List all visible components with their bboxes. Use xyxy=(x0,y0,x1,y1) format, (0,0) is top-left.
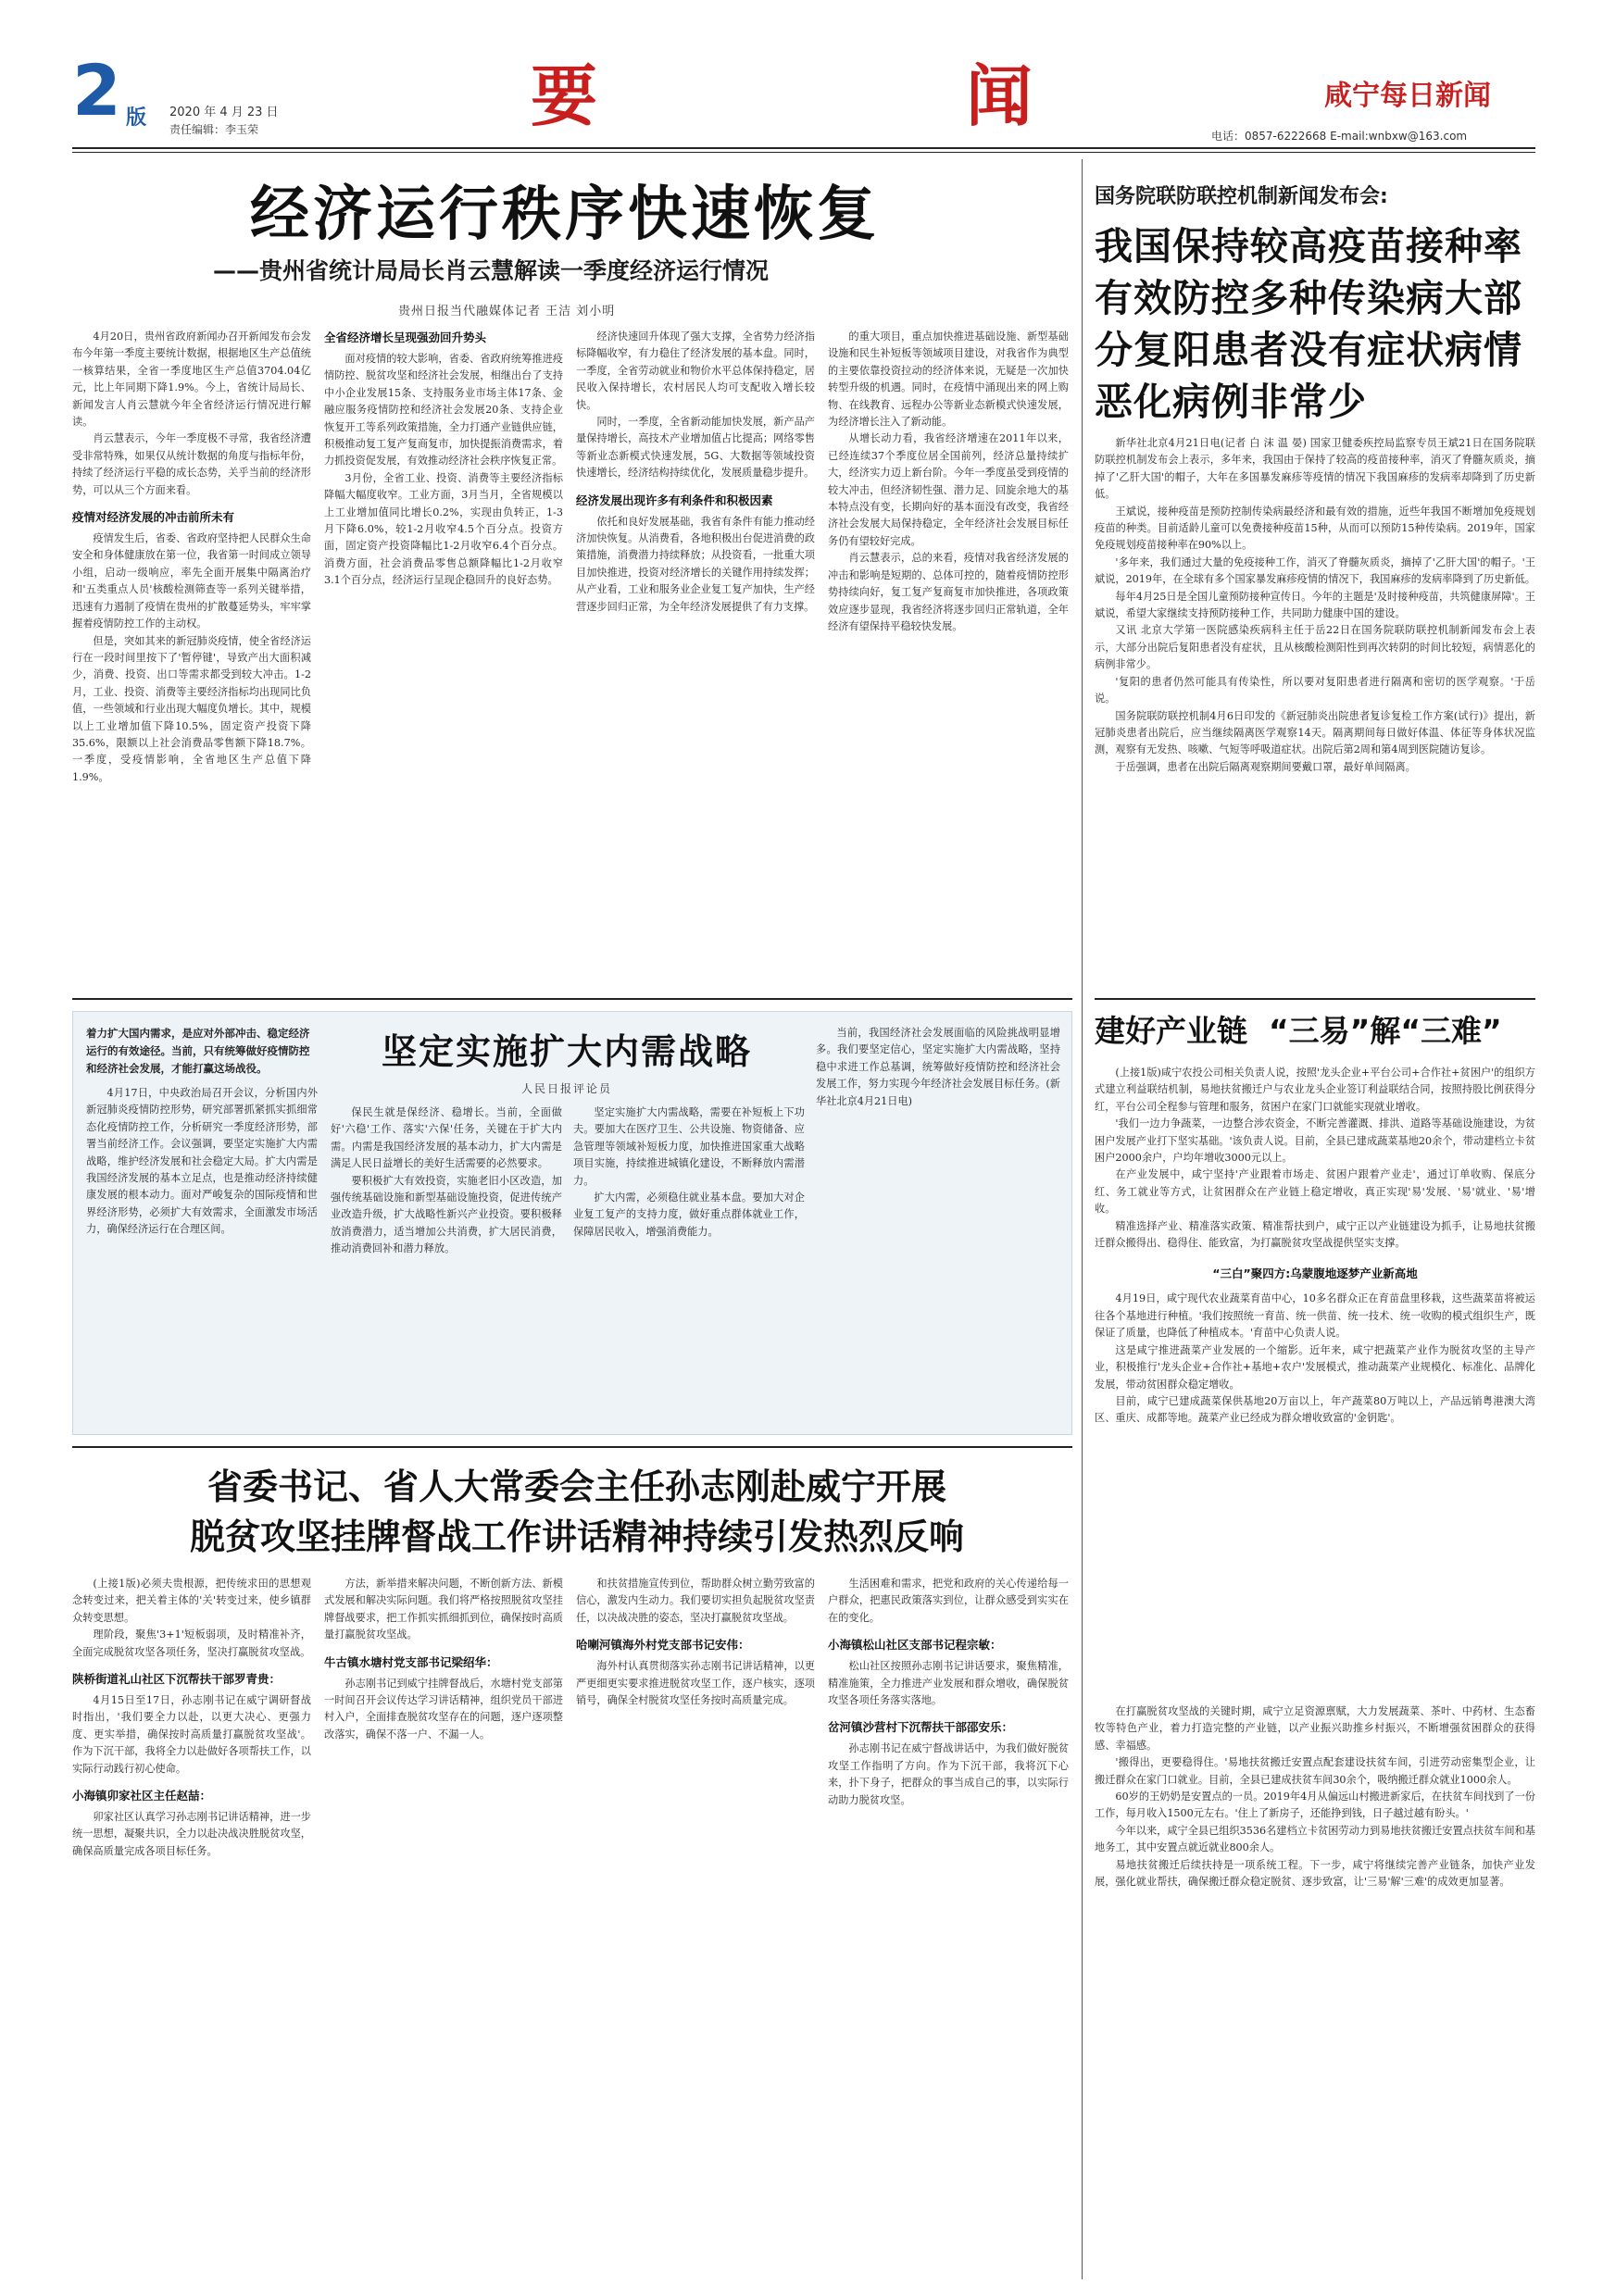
masthead xyxy=(72,49,1535,143)
lead-paragraph: 但是，突如其来的新冠肺炎疫情，使全省经济运行在一段时间里按下了'暂停键'，导致产出大面积减少，消费、投资、出口等需求都受到较大冲击。1-2月，工业、投资、消费等主要经济指标均出现同比负值，一些领域和行业出现大幅度负增长。其中，规模以上工业增加值下降10.5%，固定资产投资下降35.6%，限额以上社会消费品零售额下降18.7%。一季度，受疫情影响，全省地区生产总值下降1.9%。 xyxy=(72,634,311,783)
section-rule-right xyxy=(1095,998,1535,1000)
lead-paragraph: 肖云慧表示，总的来看，疫情对我省经济发展的冲击和影响是短期的、总体可控的，随着疫情防控形势持续向好，复工复产复商复市加快推进，各项政策效应逐步显现，我省经济将逐步回归正常轨道，全年经济有望保持平稳较快发展。 xyxy=(828,552,1069,632)
lead-paragraph: 疫情发生后，省委、省政府坚持把人民群众生命安全和身体健康放在第一位，我省第一时间成立领导小组，启动一级响应，率先全面开展集中隔离治疗和'五类重点人员'核酸检测筛查等一系列关键举措，迅速有力遏制了疫情在贵州的扩散蔓延势头，牢牢掌握着疫情防控工作的主动权。 xyxy=(72,532,311,630)
right-top-headline: 我国保持较高疫苗接种率有效防控多种传染病大部分复阳患者没有症状病情恶化病例非常少 xyxy=(1095,224,1522,424)
bottom-paragraph: 方法，新举措来解决问题，不断创新方法、新模式发展和解决实际问题。我们将严格按照脱贫攻坚挂牌督战要求，把工作抓实抓细抓到位，确保按时高质量打赢脱贫攻坚战。 xyxy=(324,1578,563,1641)
bottom-subhead: 岔河镇沙营村下沉帮扶干部邵安乐： xyxy=(828,1720,1014,1735)
bottom-subhead: 小海镇松山社区支部书记程宗敏： xyxy=(828,1638,1002,1653)
right-mid-paragraph: (上接1版)咸宁农投公司相关负责人说，按照'龙头企业+平台公司+合作社+贫困户'的组织方式建立利益联结机制，易地扶贫搬迁户与农业龙头企业签订利益联结合同，按照持股比例获得分红，平台公司全程参与管理和服务，贫困户在家门口就能实现就业增收。 xyxy=(1095,1067,1535,1113)
right-mid-paragraph: 4月19日，咸宁现代农业蔬菜育苗中心，10多名群众正在育苗盘里移栽，这些蔬菜苗将被运往各个基地进行种植。'我们按照统一育苗、统一供苗、统一技术、统一收购的模式组织生产，既保证了质量，也降低了种植成本。'育苗中心负责人说。 xyxy=(1095,1292,1535,1340)
editorial-paragraph: 4月17日，中央政治局召开会议，分析国内外新冠肺炎疫情防控形势，研究部署抓紧抓实抓细常态化疫情防控工作，分析研究一季度经济形势，部署当前经济工作。会议强调，要坚定实施扩大内需战略，维护经济发展和社会稳定大局。扩大内需是我国经济发展的基本立足点，也是推动经济持续健康发展的根本动力。面对严峻复杂的国际疫情和世界经济形势，必须扩大有效需求，全面激发市场活力，确保经济运行在合理区间。 xyxy=(86,1087,318,1236)
page-number: 2 xyxy=(72,49,121,131)
lead-paragraph: 4月20日，贵州省政府新闻办召开新闻发布会发布今年第一季度主要统计数据，根据地区生产总值统一核算结果，全省一季度地区生产总值3704.04亿元，比上年同期下降1.9%。今上，省统计局局长、新闻发言人肖云慧就今年全省经济运行情况进行解读。 xyxy=(72,331,311,429)
right-top-paragraph: 于岳强调，患者在出院后隔离观察期间要戴口罩，最好单间隔离。 xyxy=(1115,760,1416,773)
editorial-paragraph: 坚定实施扩大内需战略，需要在补短板上下功夫。要加大在医疗卫生、公共设施、物资储备、应急管理等领域补短板力度，加快推进国家重大战略项目实施，持续推进城镇化建设，不断释放内需潜力。 xyxy=(573,1106,805,1187)
editorial-left-column xyxy=(86,1025,318,1423)
column-divider xyxy=(1082,159,1083,2279)
bottom-paragraph: 孙志刚书记在威宁督战讲话中，为我们做好脱贫攻坚工作指明了方向。作为下沉干部，我将沉下心来，扑下身子，把群众的事当成自己的事，以实际行动助力脱贫攻坚。 xyxy=(828,1742,1069,1806)
page-ban-label: 版 xyxy=(126,106,147,130)
lead-column-4 xyxy=(828,329,1069,986)
right-mid-paragraph: 在打赢脱贫攻坚战的关键时期，咸宁立足资源禀赋，大力发展蔬菜、茶叶、中药材、生态畜牧等特色产业，着力打造完整的产业链，以产业振兴助推乡村振兴，不断增强贫困群众的获得感、幸福感。 xyxy=(1095,1705,1535,1752)
right-mid-body-2 xyxy=(1095,1703,1535,2277)
right-top-body xyxy=(1095,435,1535,986)
lead-paragraph: 经济快速回升体现了强大支撑，全省势力经济指标降幅收窄，有力稳住了经济发展的基本盘。同时，一季度，全省劳动就业和物价水平总体保持稳定，居民收入保持增长，农村居民人均可支配收入增长较快。 xyxy=(576,331,815,411)
lead-paragraph: 面对疫情的较大影响，省委、省政府统筹推进疫情防控、脱贫攻坚和经济社会发展，相继出台了支持中小企业发展15条、支持服务业市场主体17条、金融应服务疫情防控和经济社会发展20条、支持企业恢复开工等系列政策措施，全力打通产业链供应链，积极推动复工复产复商复市，加快提振消费需求，着力抓投资促发展，有效推动经济社会秩序恢复正常。 xyxy=(324,353,563,468)
editorial-column-3 xyxy=(573,1104,805,1423)
bottom-subhead: 陕桥街道礼山社区下沉帮扶干部罗青贵： xyxy=(72,1672,282,1687)
section-rule xyxy=(72,1446,1072,1448)
right-mid-paragraph: 60岁的王奶奶是安置点的一员。2019年4月从偏远山村搬进新家后，在扶贫车间找到了一份工作，每月收入1500元左右。'住上了新房子，还能挣到钱，日子越过越有盼头。' xyxy=(1095,1791,1535,1820)
right-mid-paragraph: '搬得出，更要稳得住。'易地扶贫搬迁安置点配套建设扶贫车间，引进劳动密集型企业，让搬迁群众在家门口就业。目前，全县已建成扶贫车间30余个，吸纳搬迁群众就业1000余人。 xyxy=(1095,1756,1535,1786)
bottom-headline-line-2: 脱贫攻坚挂牌督战工作讲话精神持续引发热烈反响 xyxy=(189,1516,964,1557)
right-mid-paragraph: 今年以来，咸宁全县已组织3536名建档立卡贫困劳动力到易地扶贫搬迁安置点扶贫车间和基地务工，其中安置点就近就业800余人。 xyxy=(1095,1824,1535,1854)
editorial-title: 坚定实施扩大内需战略 xyxy=(381,1031,752,1072)
right-top-paragraph: 又讯 北京大学第一医院感染疾病科主任于岳22日在国务院联防联控机制新闻发布会上表示，大部分出院后复阳患者没有症状，且从核酸检测阳性到再次转阴的时间比较短，病情恶化的病例非常少。 xyxy=(1095,624,1535,671)
lead-paragraph: 同时，一季度，全省新动能加快发展，新产品产量保持增长，高技术产业增加值占比提高；网络零售等新业态新模式快速发展，5G、大数据等领域投资快速增长，经济结构持续优化，发展质量稳步提升。 xyxy=(576,416,815,480)
lead-paragraph: 依托和良好发展基础，我省有条件有能力推动经济加快恢复。从消费看，各地积极出台促进消费的政策措施，消费潜力持续释放；从投资看，一批重大项目加快推进，投资对经济增长的关键作用持续发挥；从产业看，工业和服务业企业复工复产加快，生产经营逐步回归正常，为全年经济发展提供了有力支撑。 xyxy=(576,515,815,613)
bottom-paragraph: 生活困难和需求，把党和政府的关心传递给每一户群众，把惠民政策落实到位，让群众感受到实实在在的变化。 xyxy=(828,1578,1069,1624)
right-mid-paragraph: 这是咸宁推进蔬菜产业发展的一个缩影。近年来，咸宁把蔬菜产业作为脱贫攻坚的主导产业，积极推行'龙头企业+合作社+基地+农户'发展模式，推动蔬菜产业规模化、标准化、品牌化发展，带动贫困群众稳定增收。 xyxy=(1095,1343,1535,1391)
masthead-rule xyxy=(72,147,1535,149)
bottom-paragraph: 卯家社区认真学习孙志刚书记讲话精神，进一步统一思想，凝聚共识，全力以赴决战决胜脱贫攻坚，确保高质量完成各项目标任务。 xyxy=(72,1811,311,1857)
editorial-paragraph: 要积极扩大有效投资，实施老旧小区改造，加强传统基础设施和新型基础设施投资，促进传统产业改造升级，扩大战略性新兴产业投资。要积极释放消费潜力，适当增加公共消费，扩大居民消费，推动消费回补和潜力释放。 xyxy=(331,1174,562,1255)
bottom-paragraph: 和扶贫措施宣传到位，帮助群众树立勤劳致富的信心，激发内生动力。我们要切实担负起脱贫攻坚责任，以决战决胜的姿态，坚决打赢脱贫攻坚战。 xyxy=(576,1578,815,1624)
bottom-column-4 xyxy=(828,1576,1069,2279)
right-mid-body-1 xyxy=(1095,1065,1535,1694)
bottom-subhead: 牛古镇水塘村党支部书记梁绍华： xyxy=(324,1654,498,1669)
masthead-rule-thin xyxy=(72,152,1535,153)
editorial-box xyxy=(72,1011,1072,1435)
bottom-paragraph: 理阶段，聚焦'3+1'短板弱项，及时精准补齐，全面完成脱贫攻坚各项任务，坚决打赢脱贫攻坚战。 xyxy=(72,1628,311,1658)
lead-paragraph: 从增长动力看，我省经济增速在2011年以来，已经连续37个季度位居全国前列，经济总量持续扩大，经济实力迈上新台阶。今年一季度虽受到疫情的较大冲击，但经济韧性强、潜力足、回旋余地大的基本特点没有变，长期向好的基本面没有改变，我省经济社会发展大局保持稳定，全年经济社会发展目标任务仍有望较好完成。 xyxy=(828,432,1069,547)
editorial-lead: 着力扩大国内需求，是应对外部冲击、稳定经济运行的有效途径。当前，只有统筹做好疫情防控和经济社会发展，才能打赢这场战役。 xyxy=(86,1027,310,1075)
lead-column-3 xyxy=(576,329,815,986)
section-rule xyxy=(72,998,1072,1000)
right-mid-paragraph: 目前，咸宁已建成蔬菜保供基地20万亩以上，年产蔬菜80万吨以上，产品远销粤港澳大湾区、重庆、成都等地。蔬菜产业已经成为群众增收致富的'金钥匙'。 xyxy=(1095,1394,1535,1425)
right-top-paragraph: 新华社北京4月21日电(记者 白 沫 温 晏) 国家卫健委疾控局监察专员王斌21日在国务院联防联控机制发布会上表示，多年来，我国由于保持了较高的疫苗接种率，消灭了脊髓灰质炎，摘掉了'乙肝大国'的帽子，大年在多国暴发麻疹等疫情的情况下我国麻疹的发病率却降到了历史新低。 xyxy=(1095,437,1535,501)
right-mid-paragraph: 易地扶贫搬迁后续扶持是一项系统工程。下一步，咸宁将继续完善产业链条，加快产业发展，强化就业帮扶，确保搬迁群众稳定脱贫、逐步致富，让'三易'解'三难'的成效更加显著。 xyxy=(1095,1858,1535,1889)
bottom-paragraph: 松山社区按照孙志刚书记讲话要求，聚焦精准，精准施策，全力推进产业发展和群众增收，确保脱贫攻坚各项任务落实落地。 xyxy=(828,1660,1069,1707)
right-mid-paragraph: '我们一边力争蔬菜，一边整合涉农资金，不断完善灌溉、排洪、道路等基础设施建设，为贫困户发展产业打下坚实基础。'该负责人说。目前，全县已建成蔬菜基地20余个，带动建档立卡贫困户2000余户，户均年增收3000元以上。 xyxy=(1095,1117,1535,1165)
right-top-paragraph: '复阳的患者仍然可能具有传染性，所以要对复阳患者进行隔离和密切的医学观察。'于岳说。 xyxy=(1095,675,1535,705)
lead-column-2 xyxy=(324,329,563,986)
right-top-paragraph: 王斌说，接种疫苗是预防控制传染病最经济和最有效的措施，近些年我国不断增加免疫规划疫苗的种类。目前适龄儿童可以免费接种疫苗15种，从而可以预防15种传染病。2019年，国家免疫规划疫苗接种率在90%以上。 xyxy=(1095,505,1535,552)
right-top-kicker: 国务院联防联控机制新闻发布会: xyxy=(1095,185,1388,208)
right-top-paragraph: 每年4月25日是全国儿童预防接种宣传日。今年的主题是'及时接种疫苗，共筑健康屏障'。王斌说，希望大家继续支持预防接种工作，共同助力健康中国的建设。 xyxy=(1095,590,1535,620)
lead-paragraph: 肖云慧表示，今年一季度极不寻常，我省经济遭受非常特殊，如果仅从统计数据的角度与指标年份，持续了经济运行平稳的成长态势，关乎当前的经济形势，可以从三个方面来看。 xyxy=(72,432,311,496)
bottom-column-2 xyxy=(324,1576,563,2279)
right-top-paragraph: 国务院联防联控机制4月6日印发的《新冠肺炎出院患者复诊复检工作方案(试行)》提出，新冠肺炎患者出院后，应当继续隔离医学观察14天。隔离期间每日做好体温、体征等身体状况监测，观察有无发热、咳嗽、气短等呼吸道症状。出院后第2周和第4周到医院随访复诊。 xyxy=(1095,709,1535,756)
right-mid-subhead: “三白”聚四方:乌蒙腹地逐梦产业新高地 xyxy=(1212,1267,1418,1281)
lead-subhead: 经济发展出现许多有利条件和积极因素 xyxy=(576,493,773,507)
editorial-paragraph: 当前，我国经济社会发展面临的风险挑战明显增多。我们要坚定信心，坚定实施扩大内需战略，坚持稳中求进工作总基调，统筹做好疫情防控和经济社会发展工作，努力实现今年经济社会发展目标任务。(新华社北京4月21日电) xyxy=(816,1027,1060,1107)
contact-info: 电话：0857-6222668 E-mail:wnbxw@163.com xyxy=(1211,130,1468,143)
bottom-subhead: 哈喇河镇海外村党支部书记安伟： xyxy=(576,1638,750,1653)
lead-paragraph: 的重大项目，重点加快推进基础设施、新型基础设施和民生补短板等领域项目建设，对我省作为典型的主要依靠投资拉动的经济体来说，无疑是一次加快转型升级的机遇。同时，在疫情中涌现出来的网上购物、在线教育、远程办公等新业态新模式快速发展，为经济增长注入了新动能。 xyxy=(828,331,1069,429)
lead-subtitle: ——贵州省统计局局长肖云慧解读一季度经济运行情况 xyxy=(213,257,770,284)
bottom-column-3 xyxy=(576,1576,815,2279)
lead-byline: 贵州日报当代融媒体记者 王洁 刘小明 xyxy=(398,305,616,318)
lead-subhead: 全省经济增长呈现强劲回升势头 xyxy=(324,331,487,344)
lead-subhead: 疫情对经济发展的冲击前所未有 xyxy=(72,510,235,525)
section-title-a: 要 xyxy=(531,57,598,135)
right-mid-paragraph: 精准选择产业、精准落实政策、精准帮扶到户，咸宁正以产业链建设为抓手，让易地扶贫搬迁群众搬得出、稳得住、能致富，为打赢脱贫攻坚战提供坚实支撑。 xyxy=(1095,1219,1535,1250)
paper-name: 咸宁每日新闻 xyxy=(1324,80,1491,112)
editorial-paragraph: 保民生就是保经济、稳增长。当前，全面做好'六稳'工作、落实'六保'任务，关键在于扩大内需。内需是我国经济发展的基本动力，扩大内需是满足人民日益增长的美好生活需要的必然要求。 xyxy=(331,1106,562,1170)
bottom-paragraph: 4月15日至17日，孙志刚书记在威宁调研督战时指出，'我们要全力以赴，以更大决心、更强力度、更实举措，确保按时高质量打赢脱贫攻坚战'。作为下沉干部，我将全力以赴做好各项帮扶工作，以实际行动践行初心使命。 xyxy=(72,1694,311,1775)
lead-column-1 xyxy=(72,329,311,986)
section-title-b: 闻 xyxy=(966,57,1033,135)
bottom-paragraph: 海外村认真贯彻落实孙志刚书记讲话精神，以更严更细更实要求推进脱贫攻坚工作，逐户核实，逐项销号，确保全村脱贫攻坚任务按时高质量完成。 xyxy=(576,1660,815,1707)
bottom-paragraph: 孙志刚书记到威宁挂牌督战后，水塘村党支部第一时间召开会议传达学习讲话精神，组织党员干部进村入户，全面排查脱贫攻坚存在的问题，逐户逐项整改落实，确保不落一户、不漏一人。 xyxy=(324,1677,563,1741)
editor-credit: 责任编辑：李玉荣 xyxy=(169,123,259,136)
right-mid-headline: 建好产业链 “三易”解“三难” xyxy=(1095,1013,1502,1049)
issue-date: 2020 年 4 月 23 日 xyxy=(169,106,279,119)
right-mid-paragraph: 在产业发展中，咸宁坚持'产业跟着市场走、贫困户跟着产业走'，通过订单收购、保底分红、务工就业等方式，让贫困群众在产业链上稳定增收，真正实现'易'发展、'易'就业、'易'增收。 xyxy=(1095,1168,1535,1216)
right-top-paragraph: '多年来，我们通过大量的免疫接种工作，消灭了脊髓灰质炎，摘掉了'乙肝大国'的帽子。'王斌说，2019年，在全球有多个国家暴发麻疹疫情的情况下，我国麻疹的发病率降到了历史新低。 xyxy=(1095,555,1535,586)
bottom-subhead: 小海镇卯家社区主任赵喆： xyxy=(72,1789,212,1803)
editorial-byline: 人民日报评论员 xyxy=(520,1082,612,1095)
lead-title: 经济运行秩序快速恢复 xyxy=(250,181,880,249)
editorial-column-4 xyxy=(816,1025,1060,1423)
lead-paragraph: 3月份，全省工业、投资、消费等主要经济指标降幅大幅度收窄。工业方面，3月当月，全省规模以上工业增加值同比增长0.2%，实现由负转正，1-3月下降6.0%，较1-2月收窄4.5个百分点。投资方面，固定资产投资降幅比1-2月收窄6.4个百分点。消费方面，社会消费品零售总额降幅比1-2月收窄3.1个百分点，经济运行呈现企稳回升的良好态势。 xyxy=(324,471,563,587)
editorial-column-2 xyxy=(331,1104,562,1423)
bottom-headline-line-1: 省委书记、省人大常委会主任孙志刚赴威宁开展 xyxy=(207,1466,946,1507)
editorial-paragraph: 扩大内需，必须稳住就业基本盘。要加大对企业复工复产的支持力度，做好重点群体就业工作，保障居民收入，增强消费能力。 xyxy=(573,1192,805,1238)
bottom-paragraph: (上接1版)必须夫贵根源，把传统求田的思想观念转变过来，把关着主体的'关'转变过来，使乡镇群众转变思想。 xyxy=(72,1578,311,1624)
bottom-column-1 xyxy=(72,1576,311,2279)
